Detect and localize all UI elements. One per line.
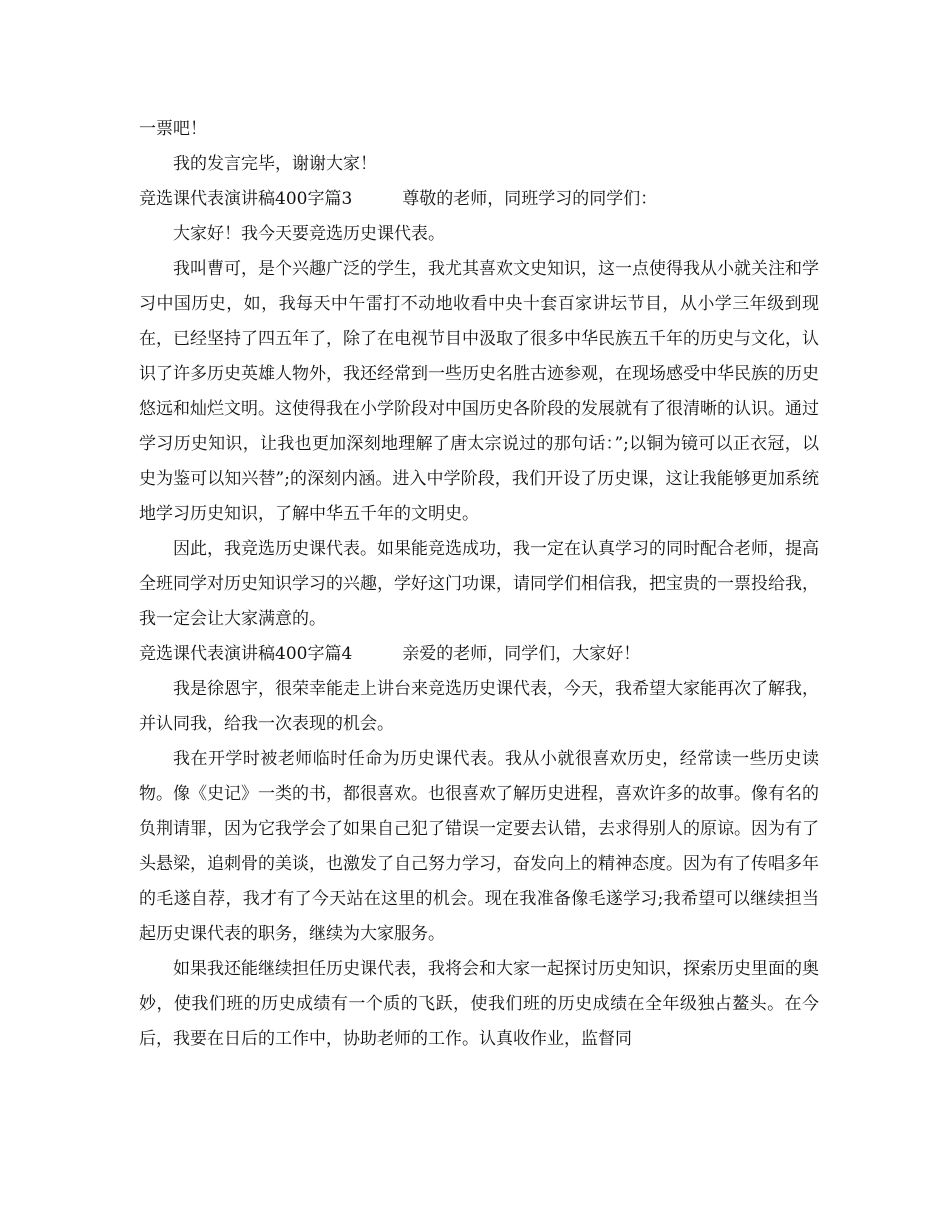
section-title: 竞选课代表演讲稿400字篇4 bbox=[139, 644, 353, 664]
section-greeting: 亲爱的老师，同学们，大家好！ bbox=[402, 644, 641, 664]
section-greeting: 尊敬的老师，同班学习的同学们： bbox=[402, 189, 658, 209]
section-title: 竞选课代表演讲稿400字篇3 bbox=[139, 189, 353, 209]
paragraph-4: 我叫曹可，是个兴趣广泛的学生，我尤其喜欢文史知识，这一点使得我从小就关注和学习中国历史，如，我每天中午雷打不动地收看中央十套百家讲坛节目，从小学三年级到现在，已经坚持了四五年了，除了在电视节目中汲取了很多中华民族五千年的历史与文化，认识了许多历史英雄人物外，我还经常到一些历史名胜古迹参观，在现场感受中华民族的历史悠远和灿烂文明。这使得我在小学阶段对中国历史各阶段的发展就有了很清晰的认识。通过学习历史知识，让我也更加深刻地理解了唐太宗说过的那句话：”;以铜为镜可以正衣冠，以史为鉴可以知兴替”;的深刻内涵。进入中学阶段，我们开设了历史课，这让我能够更加系统地学习历史知识，了解中华五千年的文明史。 bbox=[139, 259, 819, 524]
paragraph-3: 大家好！我今天要竞选历史课代表。 bbox=[173, 224, 445, 244]
paragraph-6: 我是徐恩宇，很荣幸能走上讲台来竞选历史课代表，今天，我希望大家能再次了解我，并认同我，给我一次表现的机会。 bbox=[139, 679, 819, 734]
paragraph-2: 我的发言完毕，谢谢大家！ bbox=[173, 154, 377, 174]
paragraph-1: 一票吧！ bbox=[139, 119, 207, 139]
paragraph-5: 因此，我竞选历史课代表。如果能竞选成功，我一定在认真学习的同时配合老师，提高全班同学对历史知识学习的兴趣，学好这门功课，请同学们相信我，把宝贵的一票投给我，我一定会让大家满意的。 bbox=[139, 539, 819, 629]
document-page bbox=[139, 112, 819, 1057]
paragraph-8: 如果我还能继续担任历史课代表，我将会和大家一起探讨历史知识，探索历史里面的奥妙，使我们班的历史成绩有一个质的飞跃，使我们班的历史成绩在全年级独占鳌头。在今后，我要在日后的工作中，协助老师的工作。认真收作业，监督同 bbox=[139, 959, 819, 1049]
section-heading-4 bbox=[139, 637, 819, 672]
section-heading-3 bbox=[139, 182, 819, 217]
paragraph-7: 我在开学时被老师临时任命为历史课代表。我从小就很喜欢历史，经常读一些历史读物。像《史记》一类的书，都很喜欢。也很喜欢了解历史进程，喜欢许多的故事。像有名的负荆请罪，因为它我学会了如果自己犯了错误一定要去认错，去求得别人的原谅。因为有了头悬梁，追刺骨的美谈，也激发了自己努力学习，奋发向上的精神态度。因为有了传唱多年的毛遂自荐，我才有了今天站在这里的机会。现在我准备像毛遂学习;我希望可以继续担当起历史课代表的职务，继续为大家服务。 bbox=[139, 749, 819, 944]
